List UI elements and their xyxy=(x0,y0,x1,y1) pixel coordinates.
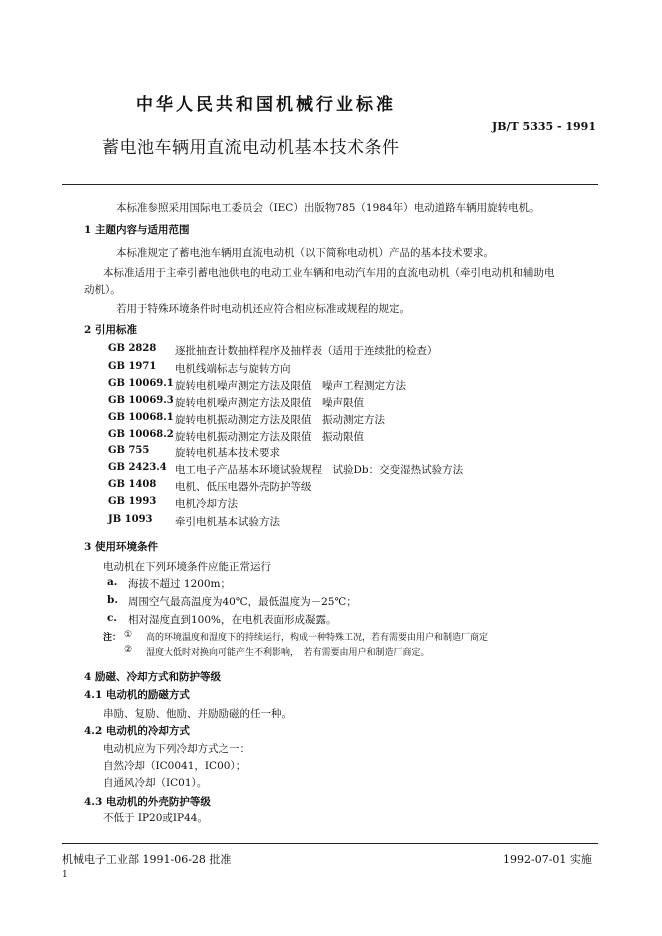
section-4-3-text: 不低于 IP20或IP44。 xyxy=(103,812,208,824)
section-1-para-2-line-2: 动机）。 xyxy=(84,284,121,296)
section-4-2-heading: 4.2 电动机的冷却方式 xyxy=(84,725,190,737)
page-number: 1 xyxy=(62,870,68,880)
ref-name: 牵引电机基本试验方法 xyxy=(175,516,280,528)
section-4-2-intro: 电动机应为下列冷却方式之一： xyxy=(103,743,250,755)
footer-divider xyxy=(62,843,598,844)
note-text: 湿度大低时对换向可能产生不利影响， 若有需要由用户和制造厂商定。 xyxy=(146,648,430,658)
section-3-heading: 3 使用环境条件 xyxy=(84,541,158,553)
section-4-1-heading: 4.1 电动机的励磁方式 xyxy=(84,689,190,701)
section-4-2-line-2: 自通风冷却（IC01）。 xyxy=(103,777,208,789)
section-1-para-3: 若用于特殊环境条件时电动机还应符合相应标准或规程的规定。 xyxy=(116,303,410,315)
ref-code: GB 1993 xyxy=(108,496,157,507)
item-label: a. xyxy=(107,576,118,588)
section-4-3-heading: 4.3 电动机的外壳防护等级 xyxy=(84,796,211,808)
ref-name: 电机、低压电器外壳防护等级 xyxy=(175,481,312,493)
item-label: b. xyxy=(107,594,118,606)
ref-code: GB 755 xyxy=(108,445,150,456)
ref-name: 旋转电机噪声测定方法及限值 噪声限值 xyxy=(175,397,364,409)
ref-name: 电机线端标志与旋转方向 xyxy=(175,363,291,375)
item-text: 海拔不超过 1200m； xyxy=(128,578,232,590)
ref-name: 旋转电机振动测定方法及限值 振动测定方法 xyxy=(175,414,385,426)
item-text: 相对湿度直到100%，在电机表面形成凝露。 xyxy=(128,614,337,626)
ref-name: 旋转电机噪声测定方法及限值 噪声工程测定方法 xyxy=(175,380,406,392)
header-divider xyxy=(62,184,598,185)
standard-number: JB/T 5335 - 1991 xyxy=(492,120,596,133)
ref-code: GB 10068.1 xyxy=(108,412,174,423)
section-1-para-1: 本标准规定了蓄电池车辆用直流电动机（以下简称电动机）产品的基本技术要求。 xyxy=(116,247,494,259)
ref-name: 逐批抽查计数抽样程序及抽样表（适用于连续批的检查） xyxy=(175,345,438,357)
ref-code: JB 1093 xyxy=(108,514,153,525)
section-4-1-text: 串励、复励、他励、并励励磁的任一种。 xyxy=(103,708,292,720)
ref-code: GB 10069.3 xyxy=(108,395,174,406)
ref-name: 电工电子产品基本环境试验规程 试验Db：交变湿热试验方法 xyxy=(175,464,464,476)
ref-code: GB 2423.4 xyxy=(108,462,167,473)
ref-code: GB 1971 xyxy=(108,361,157,372)
section-1-heading: 1 主题内容与适用范围 xyxy=(84,224,190,236)
ref-name: 旋转电机基本技术要求 xyxy=(175,447,280,459)
document-title: 蓄电池车辆用直流电动机基本技术条件 xyxy=(102,138,400,158)
implementation-date: 1992-07-01 实施 xyxy=(503,853,592,866)
ref-code: GB 1408 xyxy=(108,479,157,490)
note-mark: ① xyxy=(124,630,133,640)
ref-code: GB 10069.1 xyxy=(108,378,174,389)
section-4-heading: 4 励磁、冷却方式和防护等级 xyxy=(84,671,221,683)
approval-date: 机械电子工业部 1991-06-28 批准 xyxy=(62,853,232,866)
ref-name: 旋转电机振动测定方法及限值 振动限值 xyxy=(175,431,364,443)
section-4-2-line-1: 自然冷却（IC0041，IC00）； xyxy=(103,760,247,772)
ref-code: GB 10068.2 xyxy=(108,429,174,440)
note-label: 注： xyxy=(103,633,122,643)
item-text: 周围空气最高温度为40℃，最低温度为－25℃； xyxy=(128,596,357,608)
section-1-para-2-line-1: 本标准适用于主牵引蓄电池供电的电动工业车辆和电动汽车用的直流电动机（牵引电动机和辅助电 xyxy=(103,267,555,279)
note-mark: ② xyxy=(124,645,133,655)
intro-paragraph: 本标准参照采用国际电工委员会（IEC）出版物785（1984年）电动道路车辆用旋转电机。 xyxy=(116,202,540,214)
note-text: 高的环境温度和湿度下的持续运行，构成一种特殊工况，若有需要由用户和制造厂商定 xyxy=(146,633,489,643)
ref-code: GB 2828 xyxy=(108,343,157,354)
section-3-intro: 电动机在下列环境条件应能正常运行 xyxy=(103,561,271,573)
main-title: 中华人民共和国机械行业标准 xyxy=(136,95,396,115)
item-label: c. xyxy=(107,612,118,624)
ref-name: 电机冷却方法 xyxy=(175,498,238,510)
section-2-heading: 2 引用标准 xyxy=(84,324,137,336)
